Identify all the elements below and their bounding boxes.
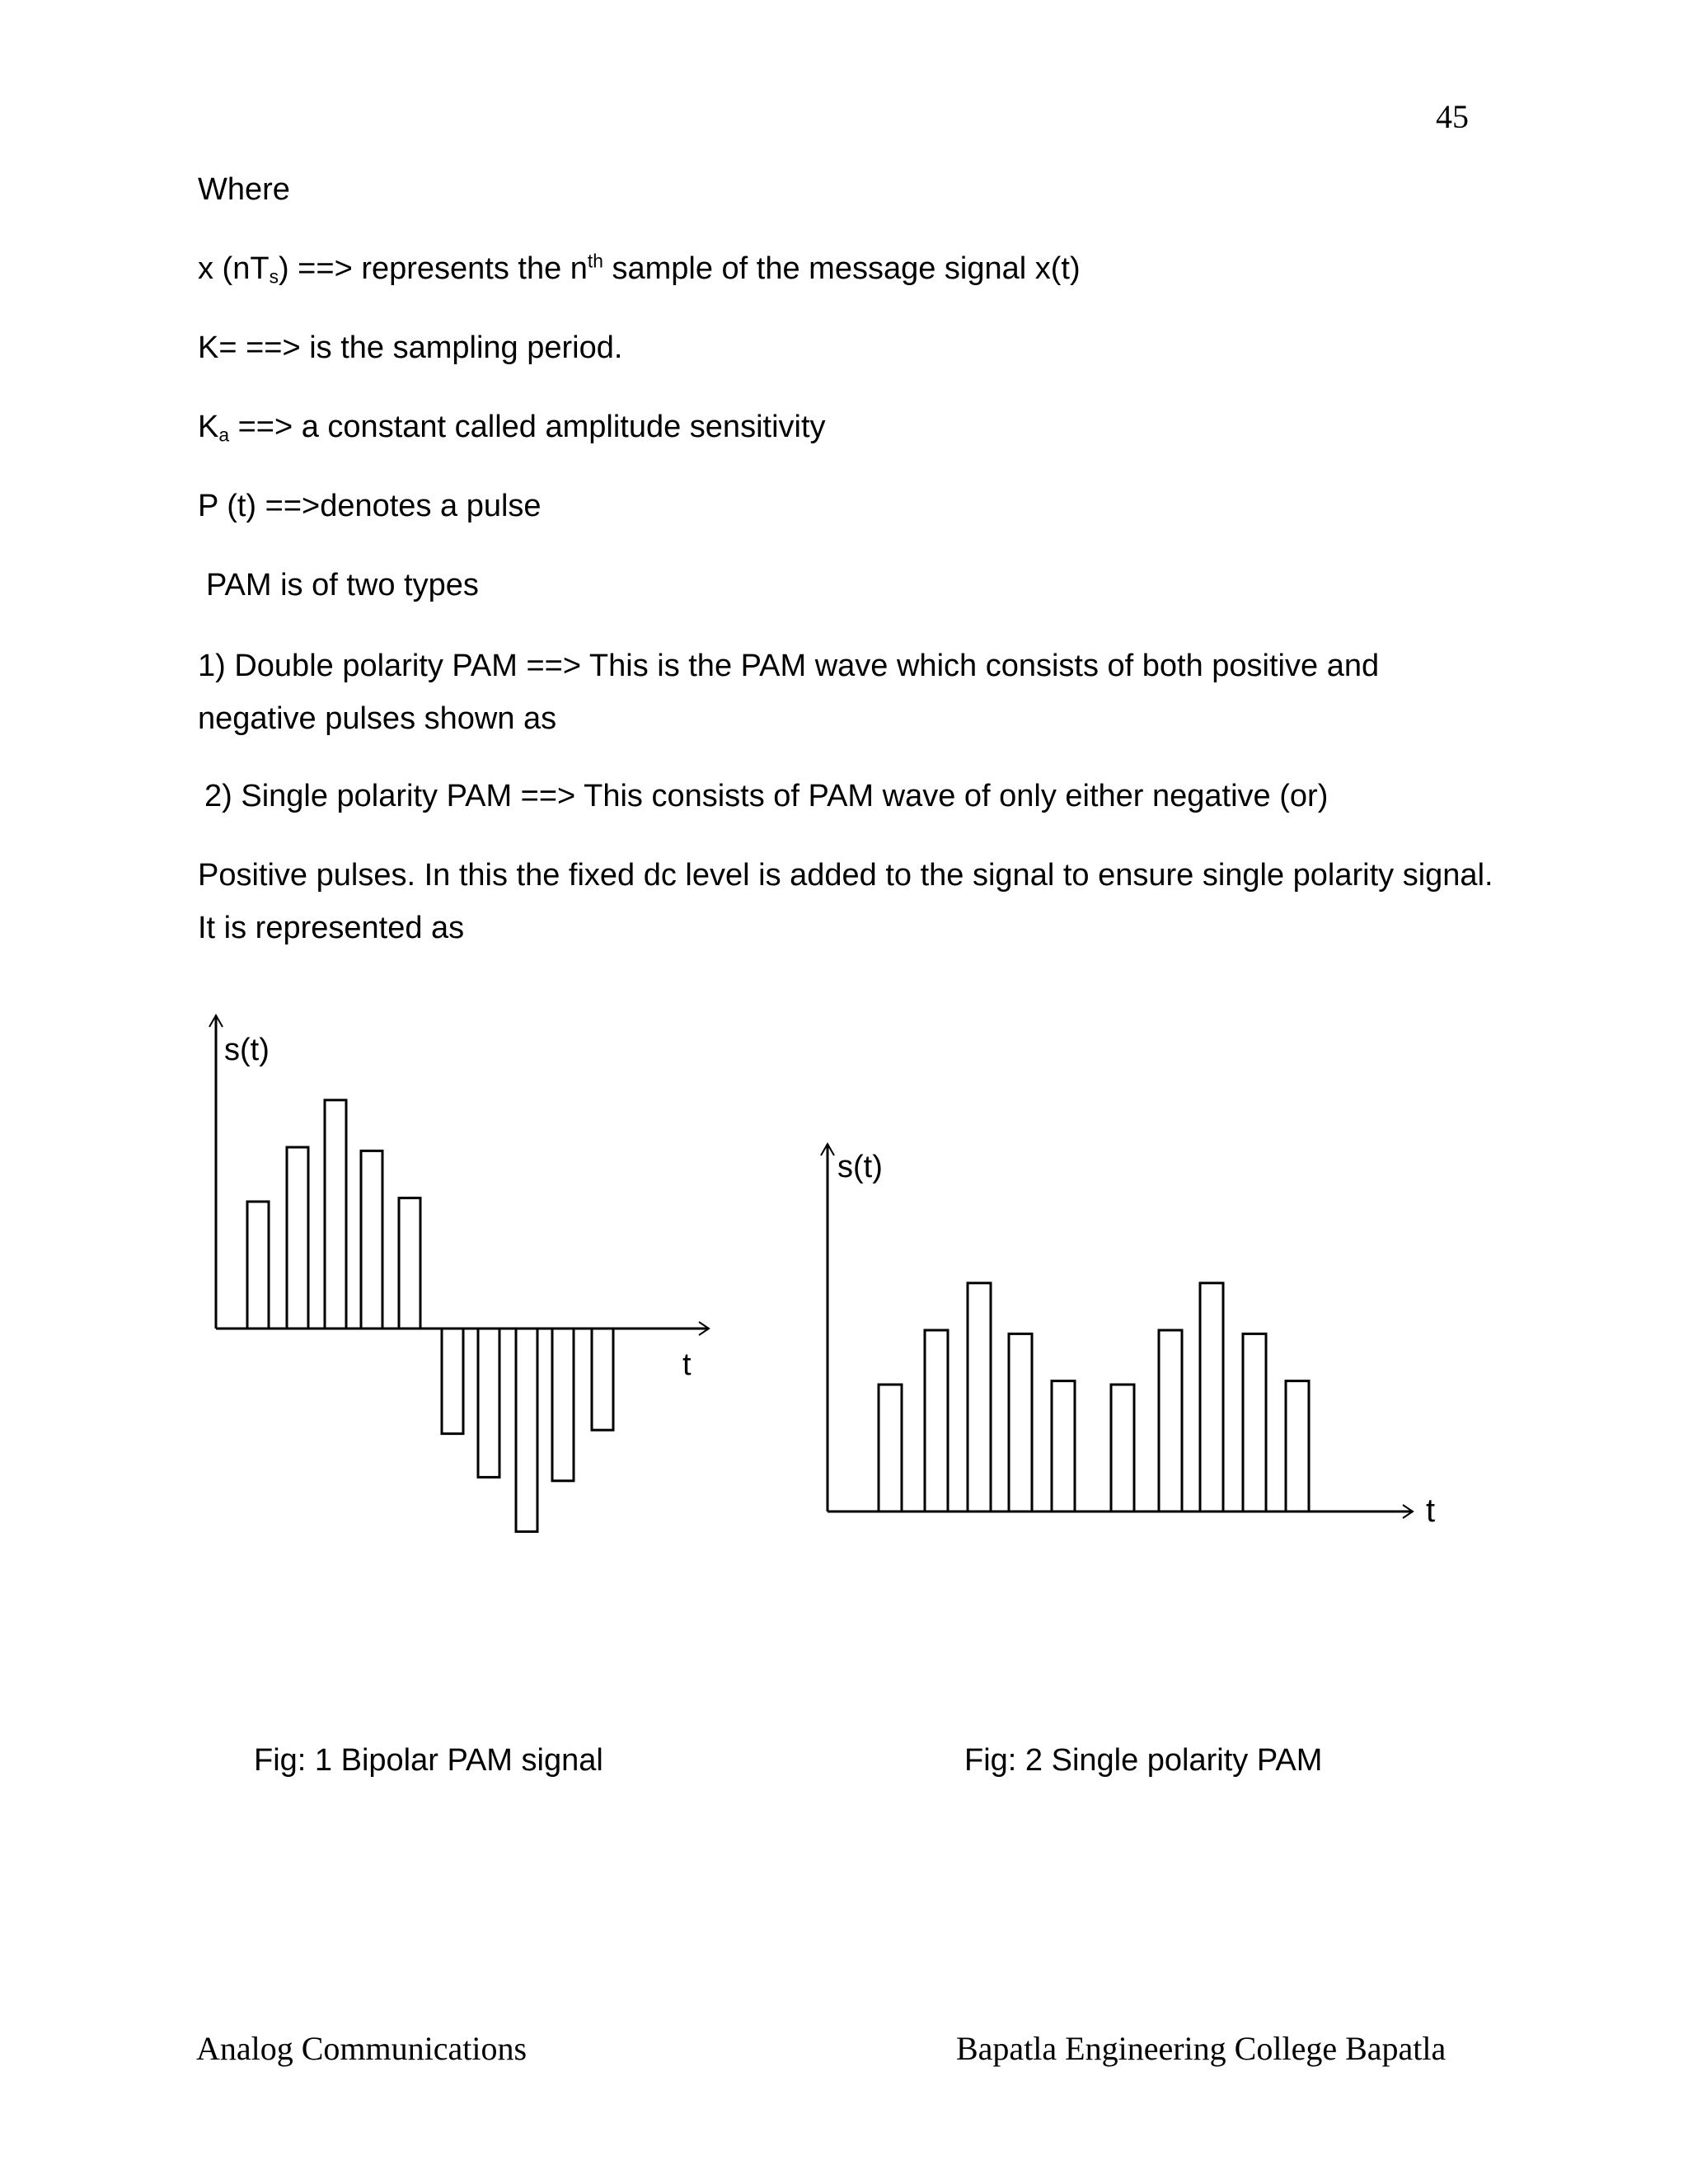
fig1-pulse-4 <box>361 1151 382 1329</box>
x-definition-suffix: sample of the message signal x(t) <box>603 251 1081 286</box>
footer-right: Bapatla Engineering College Bapatla <box>956 2030 1447 2067</box>
fig1-caption: Fig: 1 Bipolar PAM signal <box>254 1743 603 1778</box>
positive-pulses-paragraph: Positive pulses. In this the fixed dc level is added to the signal to ensure single polarity signal. It is represented as <box>198 858 1493 945</box>
fig2-pulse-7 <box>1159 1330 1182 1511</box>
single-polarity-pam-figure <box>821 1144 1435 1529</box>
fig1-pulse-5 <box>399 1198 420 1329</box>
ka-definition-subscript: a <box>218 424 230 446</box>
fig1-pulses <box>247 1100 613 1532</box>
fig2-caption: Fig: 2 Single polarity PAM <box>964 1743 1323 1778</box>
fig1-pulse-6 <box>442 1329 463 1434</box>
fig1-pulse-8 <box>516 1329 537 1531</box>
fig2-pulse-5 <box>1052 1381 1075 1511</box>
fig2-x-label: t <box>1426 1493 1436 1529</box>
k-definition: K= ==> is the sampling period. <box>198 330 623 365</box>
footer-left: Analog Communications <box>196 2030 528 2067</box>
x-definition-middle: ) ==> represents the n <box>278 251 588 286</box>
fig1-pulse-1 <box>247 1202 269 1329</box>
fig2-pulse-8 <box>1200 1283 1223 1511</box>
fig2-pulse-9 <box>1243 1333 1266 1511</box>
fig2-pulse-6 <box>1111 1385 1134 1511</box>
fig1-pulse-3 <box>325 1100 346 1329</box>
ka-definition-prefix: K <box>198 410 219 444</box>
fig1-pulse-10 <box>592 1329 613 1430</box>
x-definition-prefix: x (nT <box>198 251 270 286</box>
pam-types-heading: PAM is of two types <box>206 568 479 602</box>
single-polarity-paragraph: 2) Single polarity PAM ==> This consists of PAM wave of only either negative (or) <box>204 779 1329 813</box>
fig2-pulse-4 <box>1009 1333 1032 1511</box>
fig2-y-label: s(t) <box>837 1150 883 1184</box>
x-definition-subscript: s <box>269 265 279 288</box>
fig2-pulses <box>879 1283 1309 1511</box>
fig1-pulse-9 <box>552 1329 574 1481</box>
fig1-pulse-7 <box>478 1329 499 1477</box>
page-number: 45 <box>1436 98 1469 135</box>
fig1-x-label: t <box>682 1347 692 1382</box>
fig2-pulse-3 <box>968 1283 991 1511</box>
fig2-pulse-10 <box>1286 1381 1309 1511</box>
x-definition-superscript: th <box>587 250 603 272</box>
fig1-pulse-2 <box>287 1147 308 1329</box>
fig2-pulse-2 <box>925 1330 948 1511</box>
fig1-y-label: s(t) <box>224 1033 270 1067</box>
bipolar-pam-figure <box>209 1015 709 1531</box>
ka-definition-suffix: ==> a constant called amplitude sensitivity <box>229 410 826 444</box>
where-label: Where <box>198 172 290 207</box>
double-polarity-paragraph: 1) Double polarity PAM ==> This is the PAM wave which consists of both positive and negative pulses shown as <box>198 649 1380 736</box>
fig2-pulse-1 <box>879 1385 902 1511</box>
p-definition: P (t) ==>denotes a pulse <box>198 489 542 523</box>
